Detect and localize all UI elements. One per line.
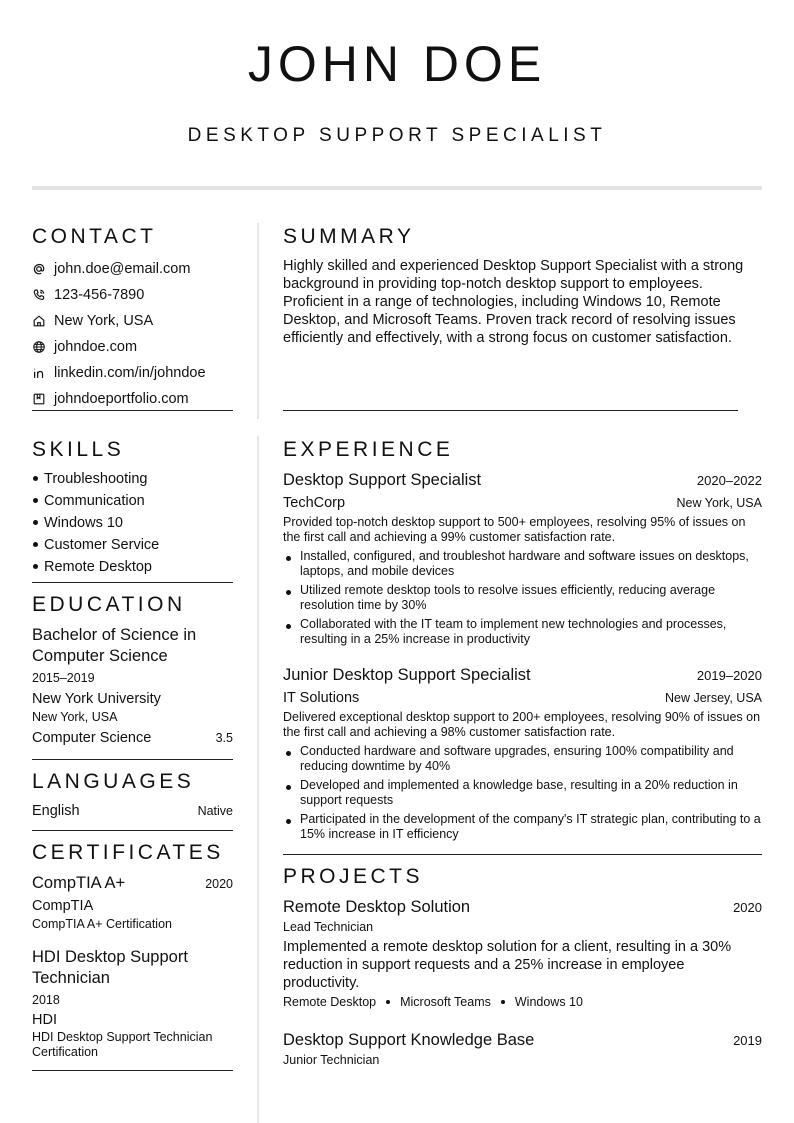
project-description: Implemented a remote desktop solution for a client, resulting in a 30% reduction in support requests and a 25% increase in employee productivity. — [283, 939, 732, 991]
job-entry — [283, 469, 762, 647]
experience-heading: EXPERIENCE — [283, 438, 454, 461]
contact-list — [32, 256, 233, 412]
skills-divider — [32, 582, 233, 583]
skill-item: Communication — [32, 491, 233, 513]
skill-item: Troubleshooting — [32, 469, 233, 491]
education-location: New York, USA — [32, 710, 118, 724]
contact-email[interactable] — [32, 256, 233, 282]
job-bullet: Collaborated with the IT team to implement new technologies and processes, resulting in a 25% increase in productivity — [283, 617, 762, 647]
contact-divider — [32, 410, 233, 411]
resume-name: JOHN DOE — [247, 36, 547, 92]
phone-icon — [32, 288, 46, 302]
job-description: Delivered exceptional desktop support to 200+ employees, resolving 90% of issues on the first call and achieving a 98% customer satisfaction rate. — [283, 710, 761, 739]
certificate-desc: CompTIA A+ Certification — [32, 917, 172, 931]
projects-heading: PROJECTS — [283, 865, 424, 888]
summary-heading: SUMMARY — [283, 225, 415, 248]
job-years: 2020–2022 — [696, 473, 762, 488]
project-tag: Windows 10 — [514, 995, 583, 1009]
job-bullet: Installed, configured, and troubleshot hardware and software issues on desktops, laptops, and mobile devices — [283, 549, 762, 579]
education-years: 2015–2019 — [32, 671, 95, 685]
linkedin-icon — [32, 366, 46, 380]
project-tags — [283, 995, 762, 1009]
header-divider — [32, 186, 762, 190]
portfolio-icon — [32, 392, 46, 406]
certificate-year: 2018 — [32, 993, 60, 1007]
contact-location-text: New York, USA — [54, 313, 154, 329]
education-school: New York University — [32, 691, 161, 707]
column-divider-top — [257, 223, 259, 419]
job-title: Junior Desktop Support Specialist — [283, 666, 531, 684]
experience-divider — [283, 854, 762, 855]
project-title: Remote Desktop Solution — [283, 898, 471, 916]
summary-divider — [283, 410, 738, 411]
bullet-icon — [33, 476, 38, 481]
certificate-item — [32, 873, 233, 932]
contact-website-text: johndoe.com — [54, 339, 138, 355]
job-bullet: Utilized remote desktop tools to resolve issues efficiently, reducing average resolution time by 30% — [283, 583, 762, 613]
project-role: Junior Technician — [283, 1053, 380, 1067]
language-name: English — [32, 803, 80, 819]
certificate-name: HDI Desktop Support Technician — [32, 948, 188, 987]
contact-email-text: john.doe@email.com — [54, 261, 191, 277]
education-field: Computer Science — [32, 730, 152, 746]
project-tag: Microsoft Teams — [400, 995, 491, 1009]
contact-portfolio[interactable] — [32, 386, 233, 412]
bullet-icon — [33, 520, 38, 525]
bullet-icon — [33, 498, 38, 503]
job-years: 2019–2020 — [696, 668, 762, 683]
contact-linkedin[interactable] — [32, 360, 233, 386]
job-location: New Jersey, USA — [664, 691, 762, 705]
globe-icon — [32, 340, 46, 354]
languages-divider — [32, 830, 233, 831]
certificate-desc: HDI Desktop Support Technician Certification — [32, 1030, 213, 1059]
job-company: IT Solutions — [283, 690, 360, 706]
summary-text: Highly skilled and experienced Desktop Support Specialist with a strong background in providing top-notch desktop support to employees. Proficient in a range of technologies, including Windows 10, Remote Desktop, and Microsoft Teams. Proven track record of resolving issues efficiently and effectively, with a strong focus on customer satisfaction. — [283, 258, 744, 346]
contact-website[interactable] — [32, 334, 233, 360]
contact-linkedin-text: linkedin.com/in/johndoe — [54, 365, 206, 381]
resume-title: DESKTOP SUPPORT SPECIALIST — [187, 125, 607, 146]
tag-separator-icon — [386, 1000, 390, 1004]
job-bullet: Participated in the development of the company's IT strategic plan, contributing to a 15% increase in IT efficiency — [283, 812, 762, 842]
project-tag: Remote Desktop — [283, 995, 377, 1009]
project-role: Lead Technician — [283, 920, 374, 934]
education-divider — [32, 759, 233, 760]
contact-location — [32, 308, 233, 334]
job-company: TechCorp — [283, 495, 346, 511]
project-year: 2019 — [733, 1033, 762, 1048]
project-title: Desktop Support Knowledge Base — [283, 1031, 535, 1049]
contact-heading: CONTACT — [32, 225, 157, 248]
contact-portfolio-text: johndoeportfolio.com — [54, 391, 189, 407]
education-gpa: 3.5 — [215, 731, 233, 745]
certificate-year: 2020 — [205, 877, 233, 891]
project-entry — [283, 896, 762, 1009]
job-description: Provided top-notch desktop support to 500+ employees, resolving 95% of issues on the first call and achieving a 99% customer satisfaction rate. — [283, 515, 746, 544]
column-divider-bottom — [257, 436, 259, 1123]
certificate-item — [32, 947, 233, 1060]
education-heading: EDUCATION — [32, 593, 186, 616]
job-title: Desktop Support Specialist — [283, 471, 482, 489]
languages-heading: LANGUAGES — [32, 770, 195, 793]
language-item — [32, 802, 233, 820]
job-bullet: Developed and implemented a knowledge base, resulting in a 20% reduction in support requests — [283, 778, 762, 808]
skill-item: Customer Service — [32, 535, 233, 557]
tag-separator-icon — [501, 1000, 505, 1004]
education-block — [32, 625, 233, 747]
certificate-issuer: CompTIA — [32, 898, 94, 914]
education-degree: Bachelor of Science in Computer Science — [32, 626, 197, 665]
project-entry — [283, 1029, 762, 1068]
job-location: New York, USA — [676, 496, 762, 510]
contact-phone[interactable] — [32, 282, 233, 308]
skills-list — [32, 469, 233, 579]
certificates-heading: CERTIFICATES — [32, 841, 224, 864]
job-bullet: Conducted hardware and software upgrades, ensuring 100% compatibility and reducing downtime by 40% — [283, 744, 762, 774]
contact-phone-text: 123-456-7890 — [54, 287, 145, 303]
language-level: Native — [197, 804, 233, 818]
home-icon — [32, 314, 46, 328]
bullet-icon — [33, 564, 38, 569]
certificates-divider — [32, 1070, 233, 1071]
bullet-icon — [33, 542, 38, 547]
skill-item: Windows 10 — [32, 513, 233, 535]
certificate-issuer: HDI — [32, 1012, 57, 1028]
certificate-name: CompTIA A+ — [32, 874, 126, 892]
skill-item: Remote Desktop — [32, 557, 233, 579]
at-icon — [32, 262, 46, 276]
project-year: 2020 — [733, 900, 762, 915]
skills-heading: SKILLS — [32, 438, 125, 461]
job-entry — [283, 664, 762, 842]
